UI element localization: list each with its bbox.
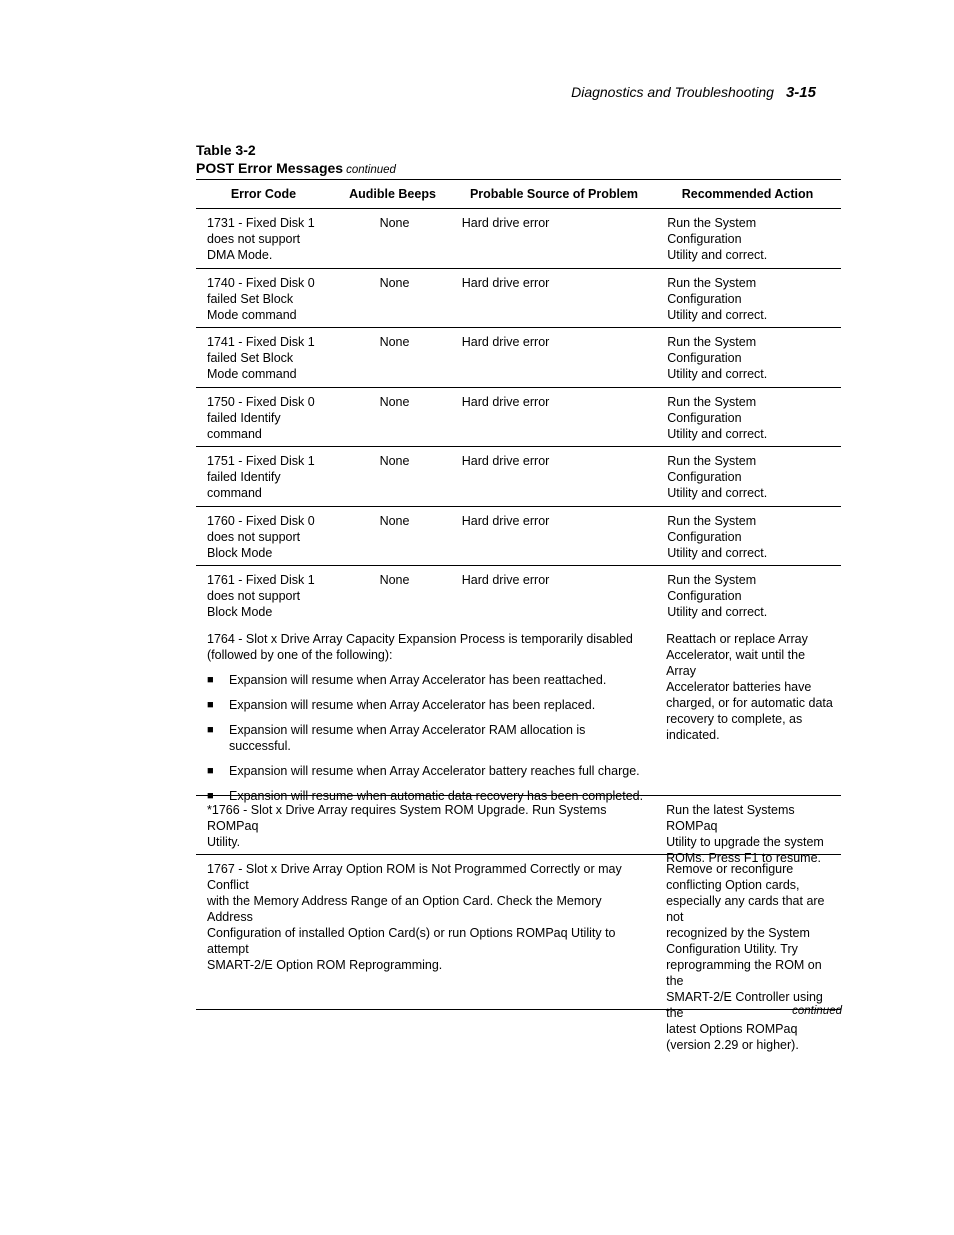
bullet-square-icon: ■ (207, 723, 214, 736)
cell-probable-source: Hard drive error (461, 216, 550, 230)
bullet-text: Expansion will resume when automatic data recovery has been completed. (229, 788, 644, 803)
table-row (196, 388, 841, 448)
cell-error-code (196, 513, 339, 566)
table-caption (196, 141, 396, 179)
text-line: Run the System Configuration (667, 275, 757, 306)
text-line: Run the System Configuration (667, 216, 757, 246)
text-line: SMART-2/E Controller using the (666, 989, 823, 1020)
bullet-text: Expansion will resume when Array Accelerator has been replaced. (229, 697, 596, 712)
table-continued-note: continued (792, 1005, 842, 1017)
text-line: (followed by one of the following): (207, 647, 393, 662)
table-row (196, 507, 841, 567)
bullet-item (207, 763, 647, 779)
cell-audible-beeps: None (379, 573, 410, 587)
text-line: Accelerator, wait until the Array (666, 647, 806, 678)
text-line: Utility and correct. (667, 426, 768, 441)
text-line: (version 2.29 or higher). (666, 1037, 799, 1052)
text-line: especially any cards that are not (666, 893, 825, 924)
cell-1766-action (655, 802, 841, 865)
cell-probable-source: Hard drive error (461, 275, 550, 290)
text-line: command (207, 486, 262, 500)
bullet-square-icon: ■ (207, 673, 214, 686)
text-line: Utility and correct. (667, 248, 768, 262)
text-line: Mode command (207, 367, 297, 381)
text-line: Block Mode (207, 545, 273, 560)
bullet-square-icon: ■ (207, 698, 214, 711)
text-line: failed Set Block (207, 291, 294, 306)
text-line: DMA Mode. (207, 248, 273, 262)
text-line: 1761 - Fixed Disk 1 (207, 573, 315, 587)
text-line: Configuration of installed Option Card(s) or run Options ROMPaq Utility to attempt (207, 925, 616, 956)
cell-recommended-action (656, 513, 841, 566)
cell-recommended-action (656, 334, 841, 387)
bullet-square-icon: ■ (207, 789, 214, 802)
cell-audible-beeps: None (379, 513, 410, 528)
text-line: failed Identify (207, 470, 281, 484)
cell-probable-source: Hard drive error (461, 394, 550, 409)
table-row (196, 209, 841, 269)
bullet-item (207, 672, 647, 688)
text-line: latest Options ROMPaq (666, 1021, 798, 1036)
cell-error-code (196, 572, 339, 625)
table-number: Table 3-2 (196, 142, 256, 158)
table-row (196, 566, 841, 625)
cell-1766-description (196, 802, 655, 854)
cell-probable-source: Hard drive error (461, 513, 550, 528)
text-line: failed Set Block (207, 351, 294, 365)
text-line: Run the System Configuration (667, 513, 757, 544)
text-line: 1751 - Fixed Disk 1 (207, 454, 315, 468)
text-line: Utility and correct. (667, 486, 768, 500)
cell-error-code (196, 275, 339, 328)
cell-probable-source: Hard drive error (461, 454, 550, 468)
text-line: charged, or for automatic data (666, 695, 833, 710)
text-line: Run the latest Systems ROMPaq (666, 802, 795, 833)
text-line: Utility and correct. (667, 605, 768, 619)
cell-error-code (196, 394, 339, 447)
text-line: recovery to complete, as (666, 711, 803, 726)
cell-audible-beeps: None (379, 216, 410, 230)
cell-audible-beeps: None (379, 275, 410, 290)
cell-error-code (196, 334, 339, 387)
cell-recommended-action (656, 394, 841, 447)
table-row (196, 447, 841, 507)
text-line: 1767 - Slot x Drive Array Option ROM is Not Programmed Correctly or may Conflict (207, 861, 622, 892)
text-line: Reattach or replace Array (666, 631, 808, 646)
text-line: does not support (207, 589, 301, 603)
bullet-text: Expansion will resume when Array Accelerator has been reattached. (229, 672, 607, 687)
cell-error-code (196, 453, 339, 506)
bullet-item (207, 697, 647, 713)
table-row-1764 (196, 625, 841, 803)
text-line: 1764 - Slot x Drive Array Capacity Expansion Process is temporarily disabled (207, 631, 633, 646)
text-line: *1766 - Slot x Drive Array requires System ROM Upgrade. Run Systems ROMPaq (207, 802, 607, 833)
cell-audible-beeps: None (379, 335, 410, 349)
bullet-text: Expansion will resume when Array Accelerator RAM allocation is successful. (229, 722, 586, 753)
header-probable-source: Probable Source of Problem (469, 187, 639, 201)
cell-audible-beeps: None (379, 394, 410, 409)
text-line: SMART-2/E Option ROM Reprogramming. (207, 957, 443, 972)
text-line: Configuration Utility. Try (666, 941, 798, 956)
text-line: 1750 - Fixed Disk 0 (207, 394, 315, 409)
text-line: reprogramming the ROM on the (666, 957, 822, 988)
text-line: command (207, 426, 262, 441)
text-line: Utility and correct. (667, 545, 768, 560)
text-line: with the Memory Address Range of an Option Card. Check the Memory Address (207, 893, 602, 924)
text-line: does not support (207, 232, 301, 246)
text-line: indicated. (666, 727, 720, 742)
text-line: Utility. (207, 834, 241, 849)
text-line: 1760 - Fixed Disk 0 (207, 513, 315, 528)
text-line: 1741 - Fixed Disk 1 (207, 335, 315, 349)
cell-error-code (196, 215, 339, 268)
cell-1764-description (196, 631, 655, 803)
bullet-text: Expansion will resume when Array Accelerator battery reaches full charge. (229, 763, 640, 778)
header-error-code: Error Code (230, 187, 297, 201)
cell-recommended-action (656, 275, 841, 328)
table-row (196, 269, 841, 329)
table-row (196, 328, 841, 388)
text-line: Run the System Configuration (667, 573, 757, 603)
table-header (196, 180, 841, 209)
caption-continued: continued (346, 164, 396, 176)
text-line: Utility and correct. (667, 367, 768, 381)
header-recommended-action: Recommended Action (681, 187, 814, 201)
cell-1764-action (655, 631, 841, 795)
text-line: does not support (207, 529, 301, 544)
cell-recommended-action (656, 215, 841, 268)
text-line: Run the System Configuration (667, 394, 757, 425)
header-audible-beeps: Audible Beeps (349, 187, 436, 201)
cell-audible-beeps: None (379, 454, 410, 468)
text-line: Run the System Configuration (667, 335, 757, 365)
table-title: POST Error Messages (196, 160, 344, 176)
text-line: Block Mode (207, 605, 273, 619)
text-line: 1731 - Fixed Disk 1 (207, 216, 315, 230)
cell-recommended-action (656, 453, 841, 506)
text-line: Remove or reconfigure (666, 861, 794, 876)
cell-recommended-action (656, 572, 841, 625)
text-line: conflicting Option cards, (666, 877, 800, 892)
cell-1767-description (196, 861, 655, 1009)
text-line: ROMs. Press F1 to resume. (666, 850, 821, 865)
text-line: Utility to upgrade the system (666, 834, 824, 849)
running-head (560, 84, 816, 101)
bullet-item (207, 722, 647, 754)
cell-probable-source: Hard drive error (461, 335, 550, 349)
text-line: Accelerator batteries have (666, 679, 812, 694)
running-head-title: Diagnostics and Troubleshooting (571, 84, 774, 100)
text-line: Run the System Configuration (667, 454, 757, 484)
table-row-1766 (196, 796, 841, 865)
page-number: 3-15 (785, 84, 816, 101)
text-line: recognized by the System (666, 925, 810, 940)
text-line: failed Identify (207, 410, 281, 425)
text-line: 1740 - Fixed Disk 0 (207, 275, 315, 290)
bullet-square-icon: ■ (207, 764, 214, 777)
cell-probable-source: Hard drive error (461, 573, 550, 587)
text-line: Mode command (207, 307, 297, 322)
text-line: Utility and correct. (667, 307, 768, 322)
